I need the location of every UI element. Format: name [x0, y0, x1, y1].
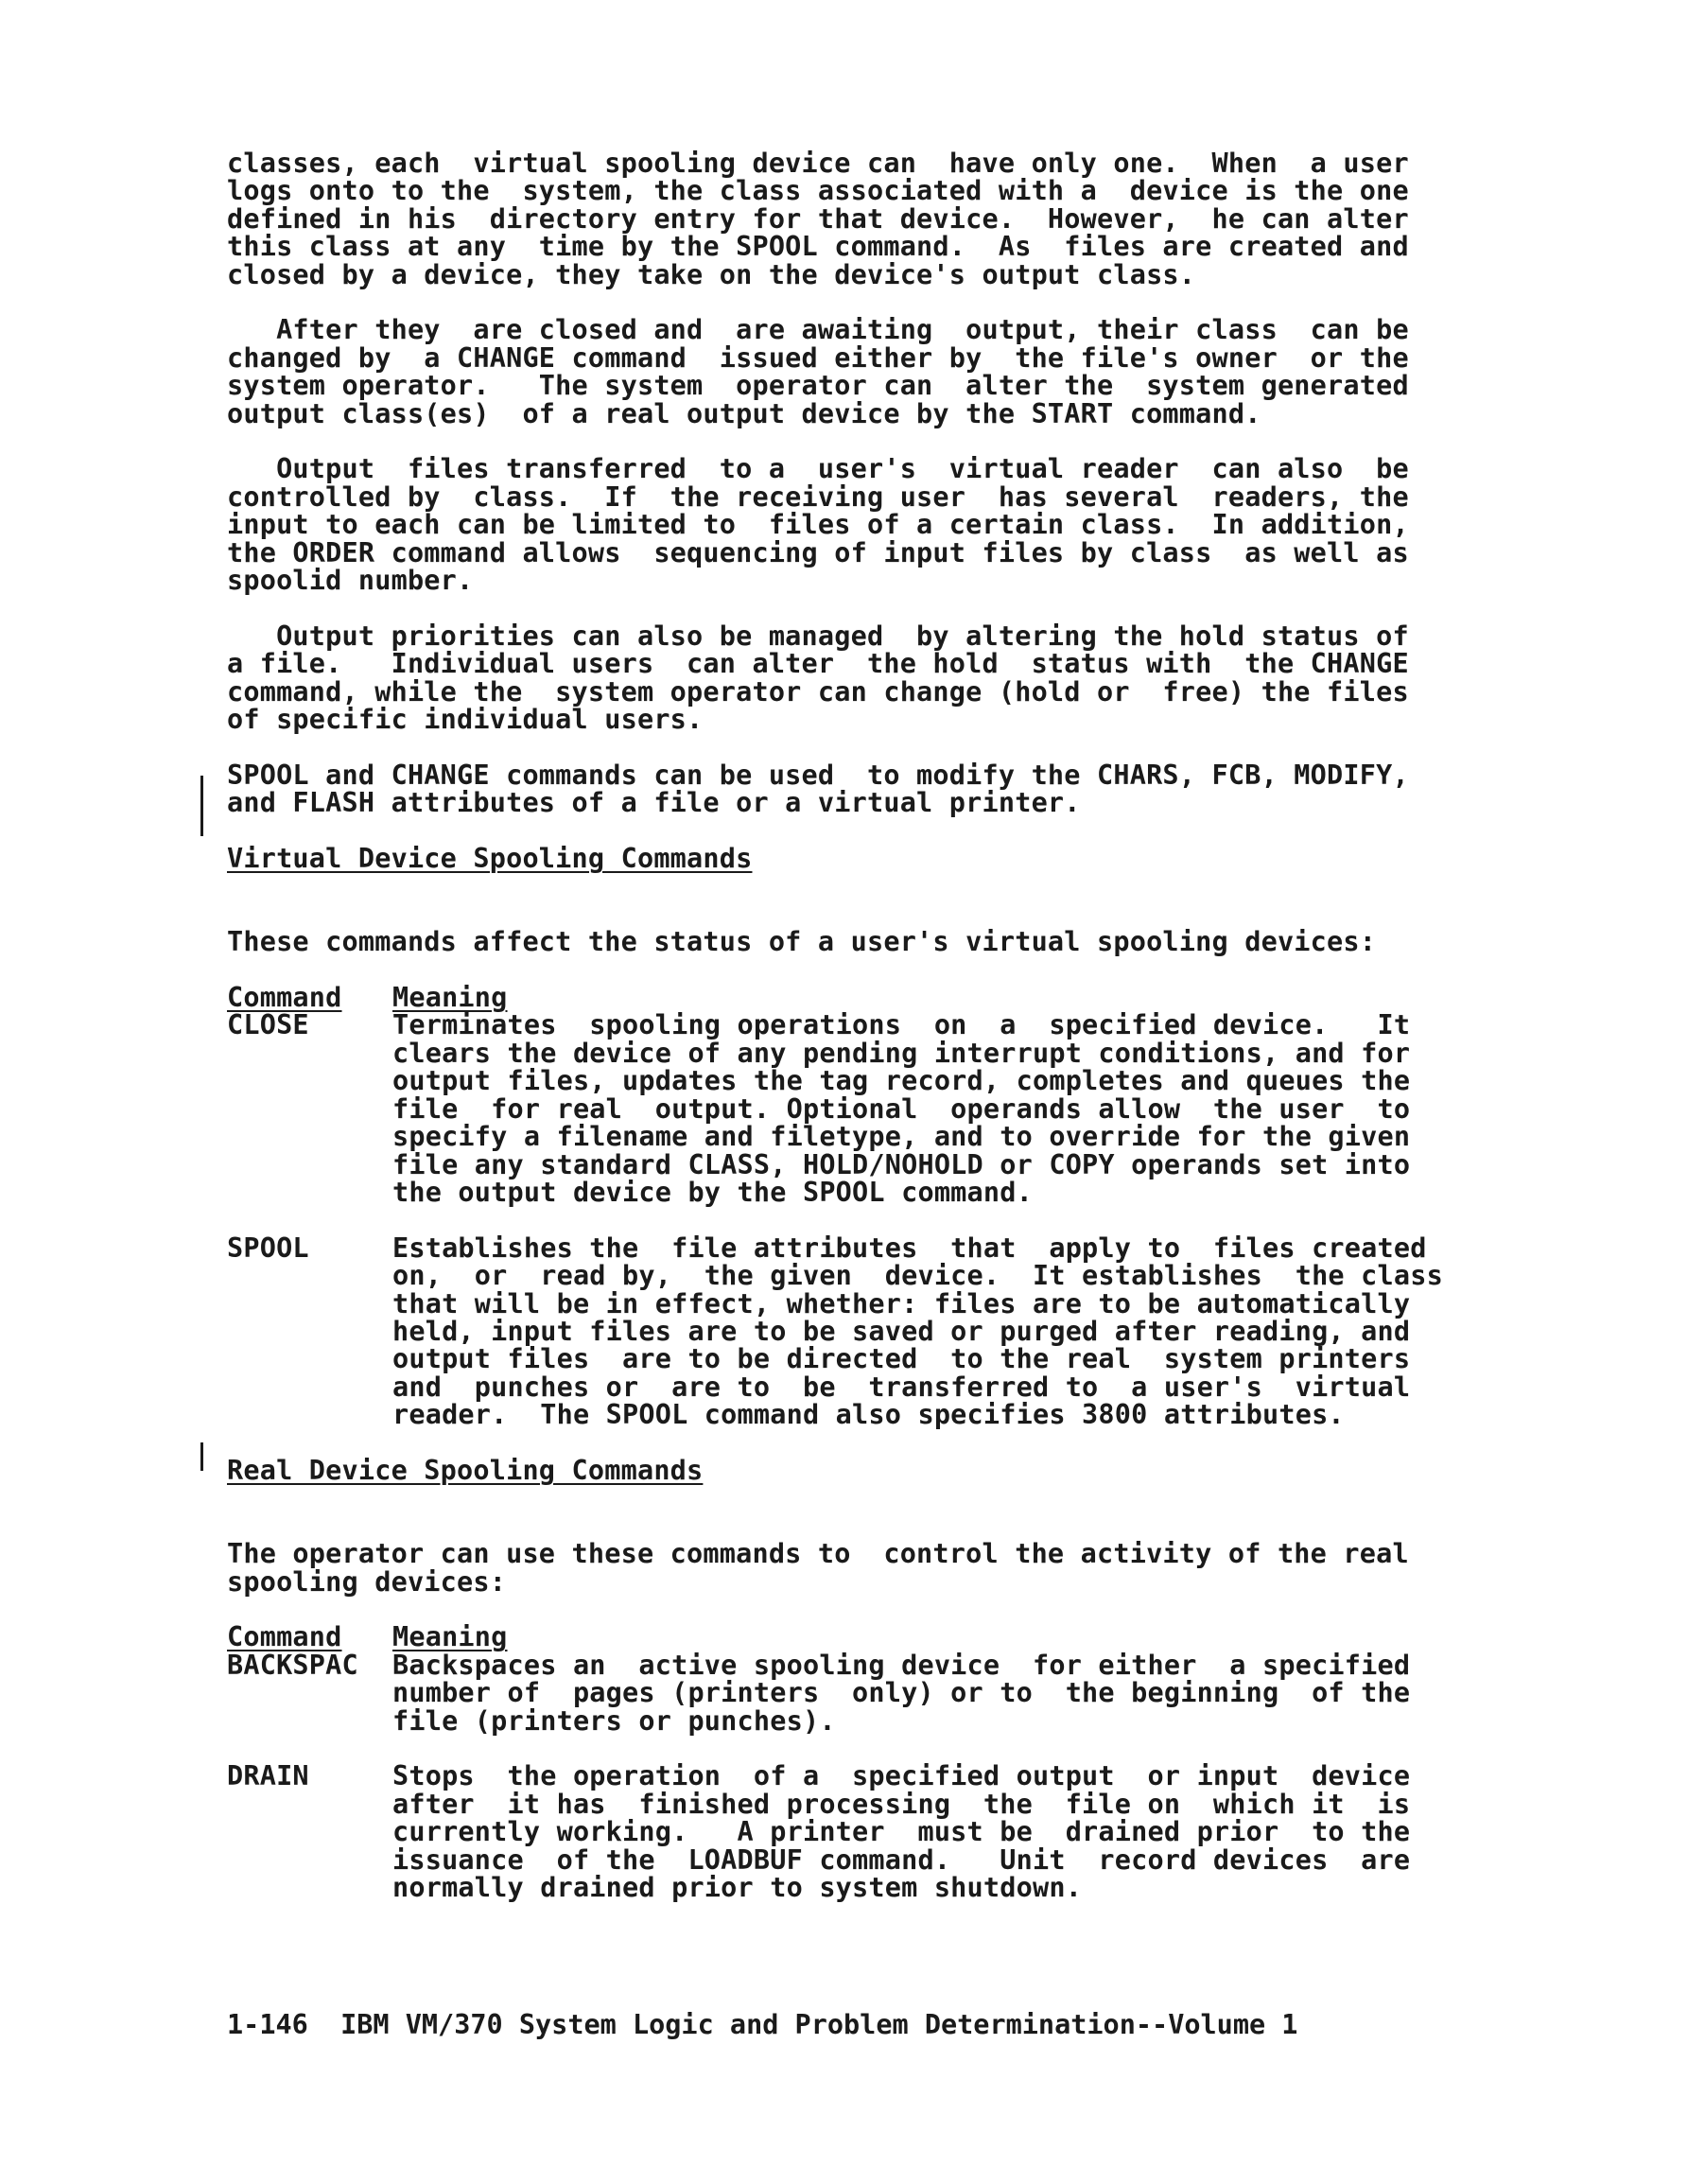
- section-heading-real: Real Device Spooling Commands: [227, 1454, 704, 1486]
- command-description: Establishes the file attributes that apply to files created on, or read by, the given device. It establishes the class that will be in effect, whether: files are to be automatically held, input files are to be saved or purged after reading, and output files are to be directed to the real system printers and punches or are to be transferred to a user's virtual reader. The SPOOL command also specifies 3800 attributes.: [392, 1232, 1443, 1431]
- column-header-command: Command: [227, 982, 342, 1014]
- paragraph-output-priorities: Output priorities can also be managed by altering the hold status of a file. Individual users can alter the hold status with the CHANGE command, while the system operator can change (hold or free) the files of specific individual users.: [227, 620, 1409, 736]
- virtual-command-table-header: [227, 982, 1447, 1014]
- command-entry-close: [227, 1011, 1447, 1206]
- real-command-table-header: [227, 1623, 1447, 1651]
- real-section-intro: The operator can use these commands to control the activity of the real spooling devices:: [227, 1538, 1409, 1598]
- command-description: Backspaces an active spooling device for either a specified number of pages (printers only) or to the beginning of the file (printers or punches).: [392, 1649, 1411, 1737]
- command-entry-backspac: [227, 1651, 1447, 1735]
- command-description: Stops the operation of a specified output or input device after it has finished processing the file on which it is currently working. A printer must be drained prior to the issuance of the LOADBUF command. Unit record devices are normally drained prior to system shutdown.: [392, 1760, 1411, 1903]
- column-header-meaning: Meaning: [392, 1621, 508, 1653]
- command-name: CLOSE: [227, 1009, 309, 1041]
- virtual-section-intro: These commands affect the status of a user's virtual spooling devices:: [227, 926, 1377, 958]
- column-header-command: Command: [227, 1621, 342, 1653]
- column-header-meaning: Meaning: [392, 982, 508, 1014]
- revision-bar: [200, 776, 203, 836]
- command-name: SPOOL: [227, 1232, 309, 1264]
- command-description: Terminates spooling operations on a specified device. It clears the device of any pending interrupt conditions, and for output files, updates the tag record, completes and queues the file for real output. Optional operands allow the user to specify a filename and filetype, and to override for the given file any standard CLASS, HOLD/NOHOLD or COPY operands set into the output device by the SPOOL command.: [392, 1009, 1411, 1208]
- page-footer: 1-146 IBM VM/370 System Logic and Problem Determination--Volume 1: [227, 2009, 1298, 2040]
- section-heading-virtual: Virtual Device Spooling Commands: [227, 843, 753, 875]
- page-content: [227, 149, 1447, 1930]
- command-entry-spool: [227, 1234, 1447, 1429]
- command-name: BACKSPAC: [227, 1649, 358, 1681]
- paragraph-3800-attributes: SPOOL and CHANGE commands can be used to modify the CHARS, FCB, MODIFY, and FLASH attributes of a file or a virtual printer.: [227, 759, 1409, 819]
- paragraph-spool-classes: classes, each virtual spooling device can have only one. When a user logs onto to the system, the class associated with a device is the one defined in his directory entry for that device. However, he can alter this class at any time by the SPOOL command. As files are created and closed by a device, they take on the device's output class.: [227, 148, 1409, 290]
- command-name: DRAIN: [227, 1760, 309, 1792]
- revision-bar: [200, 1442, 203, 1471]
- paragraph-change-command: After they are closed and are awaiting output, their class can be changed by a CHANGE command issued either by the file's owner or the system operator. The system operator can alter the system generated output class(es) of a real output device by the START command.: [227, 314, 1409, 429]
- paragraph-reader-class: Output files transferred to a user's virtual reader can also be controlled by class. If the receiving user has several readers, the input to each can be limited to files of a certain class. In addition, the ORDER command allows sequencing of input files by class as well as spoolid number.: [227, 453, 1409, 597]
- command-entry-drain: [227, 1762, 1447, 1901]
